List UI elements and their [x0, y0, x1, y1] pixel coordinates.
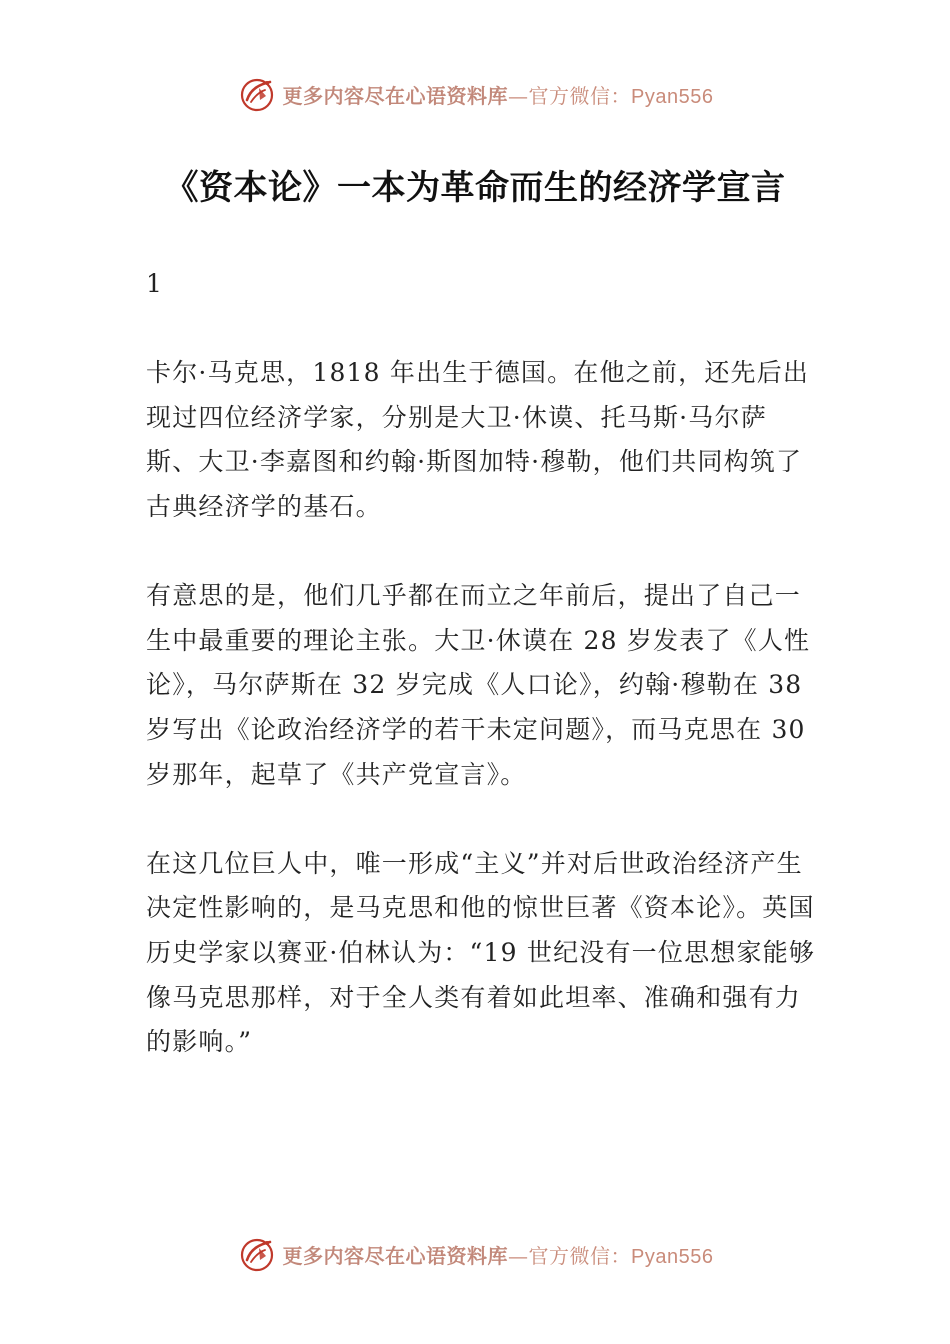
- banner-separator: —: [508, 83, 529, 108]
- document-title: 《资本论》一本为革命而生的经济学宣言: [164, 168, 786, 208]
- footer-watermark-banner: [0, 1232, 950, 1276]
- banner-wechat-id: Pyan556: [631, 1245, 714, 1268]
- paragraph-2: 有意思的是，他们几乎都在而立之年前后，提出了自己一生中最重要的理论主张。大卫·休谟在 28 岁发表了《人性论》，马尔萨斯在 32 岁完成《人口论》，约翰·穆勒在 38 岁写出《论政治经济学的若干未定问题》，而马克思在 30 岁那年，起草了《共产党宣言》。: [146, 581, 811, 789]
- footer-banner-text: [283, 1240, 714, 1269]
- brand-logo-icon: [237, 74, 277, 114]
- banner-wechat-label: 官方微信：: [528, 83, 632, 108]
- brand-logo-icon: [237, 1234, 277, 1274]
- paragraph-1: 卡尔·马克思，1818 年出生于德国。在他之前，还先后出现过四位经济学家，分别是大卫·休谟、托马斯·马尔萨斯、大卫·李嘉图和约翰·斯图加特·穆勒，他们共同构筑了古典经济学的基石。: [146, 358, 810, 521]
- header-watermark-banner: [0, 72, 950, 116]
- banner-slogan: 更多内容尽在心语资料库: [282, 83, 509, 108]
- banner-separator: —: [508, 1243, 529, 1268]
- section-number: 1: [146, 269, 164, 298]
- document-body: [146, 262, 816, 1109]
- banner-slogan: 更多内容尽在心语资料库: [282, 1243, 509, 1268]
- paragraph-3: 在这几位巨人中，唯一形成“主义”并对后世政治经济产生决定性影响的，是马克思和他的惊世巨著《资本论》。英国历史学家以赛亚·伯林认为：“19 世纪没有一位思想家能够像马克思那样，对于全人类有着如此坦率、准确和强有力的影响。”: [146, 848, 816, 1057]
- header-banner-text: [283, 80, 714, 109]
- banner-wechat-id: Pyan556: [631, 85, 714, 108]
- banner-wechat-label: 官方微信：: [528, 1243, 632, 1268]
